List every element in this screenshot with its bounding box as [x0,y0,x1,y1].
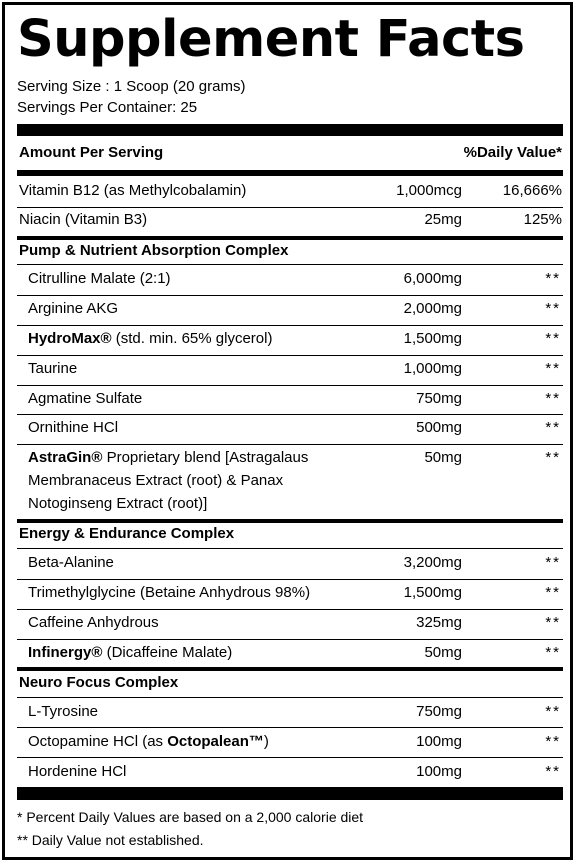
row-divider [17,727,563,728]
brand-name: HydroMax® [28,330,112,347]
nutrient-dv: 16,666% [502,182,562,199]
nutrient-name: Niacin (Vitamin B3) [19,211,148,228]
ingredient-amount: 750mg [416,390,462,407]
ingredient-amount: 2,000mg [403,300,462,317]
daily-value-label: %Daily Value* [463,144,562,161]
row-divider [17,579,563,580]
row-divider [17,264,563,265]
row-divider [17,325,563,326]
row-divider [17,757,563,758]
ingredient-name: Hordenine HCl [28,763,127,780]
ingredient-dv: ** [545,733,561,750]
medium-divider [17,170,563,176]
ingredient-dv: ** [545,330,561,347]
ingredient-name: Beta-Alanine [28,554,114,571]
row-divider [17,207,563,208]
ingredient-name: AstraGin® Proprietary blend [Astragalaus [28,449,309,466]
row-divider [17,414,563,415]
brand-name: AstraGin® [28,449,103,466]
row-divider [17,639,563,640]
thick-divider [17,787,563,800]
ingredient-amount: 50mg [424,644,462,661]
panel-title: Supplement Facts [17,10,525,69]
ingredient-dv: ** [545,270,561,287]
thick-divider [17,124,563,136]
row-divider [17,385,563,386]
ingredient-dv: ** [545,449,561,466]
ingredient-name: L-Tyrosine [28,703,99,720]
serving-size: Serving Size : 1 Scoop (20 grams) [17,78,246,95]
ingredient-name-line2: Membranaceus Extract (root) & Panax [28,472,284,489]
ingredient-name: HydroMax® (std. min. 65% glycerol) [28,330,273,347]
ingredient-dv: ** [545,763,561,780]
row-divider [17,444,563,445]
ingredient-amount: 6,000mg [403,270,462,287]
ingredient-dv: ** [545,703,561,720]
ingredient-name: Octopamine HCl (as Octopalean™) [28,733,269,750]
ingredient-dv: ** [545,584,561,601]
row-divider [17,295,563,296]
section-divider [17,667,563,671]
row-divider [17,355,563,356]
nutrient-dv: 125% [523,211,562,228]
ingredient-amount: 1,500mg [403,584,462,601]
footnote-not-established: ** Daily Value not established. [17,832,204,848]
ingredient-dv: ** [545,554,561,571]
ingredient-name: Infinergy® (Dicaffeine Malate) [28,644,233,661]
ingredient-name: Ornithine HCl [28,419,119,436]
ingredient-name: Taurine [28,360,78,377]
ingredient-name: Trimethylglycine (Betaine Anhydrous 98%) [28,584,311,601]
row-divider [17,697,563,698]
ingredient-amount: 50mg [424,449,462,466]
ingredient-dv: ** [545,419,561,436]
ingredient-amount: 1,500mg [403,330,462,347]
ingredient-name: Arginine AKG [28,300,119,317]
ingredient-name: Agmatine Sulfate [28,390,143,407]
ingredient-amount: 1,000mg [403,360,462,377]
row-divider [17,609,563,610]
ingredient-dv: ** [545,360,561,377]
ingredient-amount: 100mg [416,763,462,780]
ingredient-dv: ** [545,300,561,317]
nutrient-name: Vitamin B12 (as Methylcobalamin) [19,182,247,199]
footnote-daily-values: * Percent Daily Values are based on a 2,000 calorie diet [17,809,364,825]
ingredient-amount: 500mg [416,419,462,436]
brand-name: Octopalean™ [167,733,264,750]
ingredient-name: Caffeine Anhydrous [28,614,159,631]
section-divider [17,519,563,523]
servings-per-container: Servings Per Container: 25 [17,99,198,116]
ingredient-name-line3: Notoginseng Extract (root)] [28,495,208,512]
row-divider [17,548,563,549]
ingredient-dv: ** [545,614,561,631]
ingredient-dv: ** [545,390,561,407]
nutrient-amount: 25mg [424,211,462,228]
nutrient-amount: 1,000mcg [396,182,462,199]
section-divider [17,236,563,240]
brand-name: Infinergy® [28,644,103,661]
ingredient-amount: 3,200mg [403,554,462,571]
amount-per-serving-label: Amount Per Serving [19,144,164,161]
ingredient-amount: 325mg [416,614,462,631]
supplement-facts-panel: Supplement Facts Serving Size : 1 Scoop (20 grams) Servings Per Container: 25 Amount Per Serving %Daily Value* Vitamin B12 (as Methylcobalamin) 1,000mcg 16,666% Niacin (Vitamin B3) 25mg 125% Pump & Nutrient Absorption Complex Citrulline Malate (2:1) 6,000mg ** Arginine AKG 2,000mg ** HydroMax® (std. min. 65% glycerol) 1,500mg ** Taurine 1,000mg ** Agmatine Sulfate 750mg ** Ornithine HCl 500mg ** AstraGin® Proprietary blend [Astragalaus 50mg ** Membranaceus Extract (root) & Panax Notoginseng Extract (root)] Energy & Endurance Complex Beta-Alanine 3,200mg ** Trimethylglycine (Betaine Anhydrous 98%) 1,500mg ** Caffeine Anhydrous 325mg ** Infinergy® (Dicaffeine Malate) 50mg ** Neuro Focus Complex L-Tyrosine 750mg ** Octopamine HCl (as Octopalean™) 100mg ** Hordenine HCl 100mg ** * Percent Daily Values are based on a 2,000 calorie diet ** Daily Value not established. [2,2,573,860]
ingredient-dv: ** [545,644,561,661]
ingredient-amount: 100mg [416,733,462,750]
ingredient-amount: 750mg [416,703,462,720]
ingredient-name: Citrulline Malate (2:1) [28,270,171,287]
